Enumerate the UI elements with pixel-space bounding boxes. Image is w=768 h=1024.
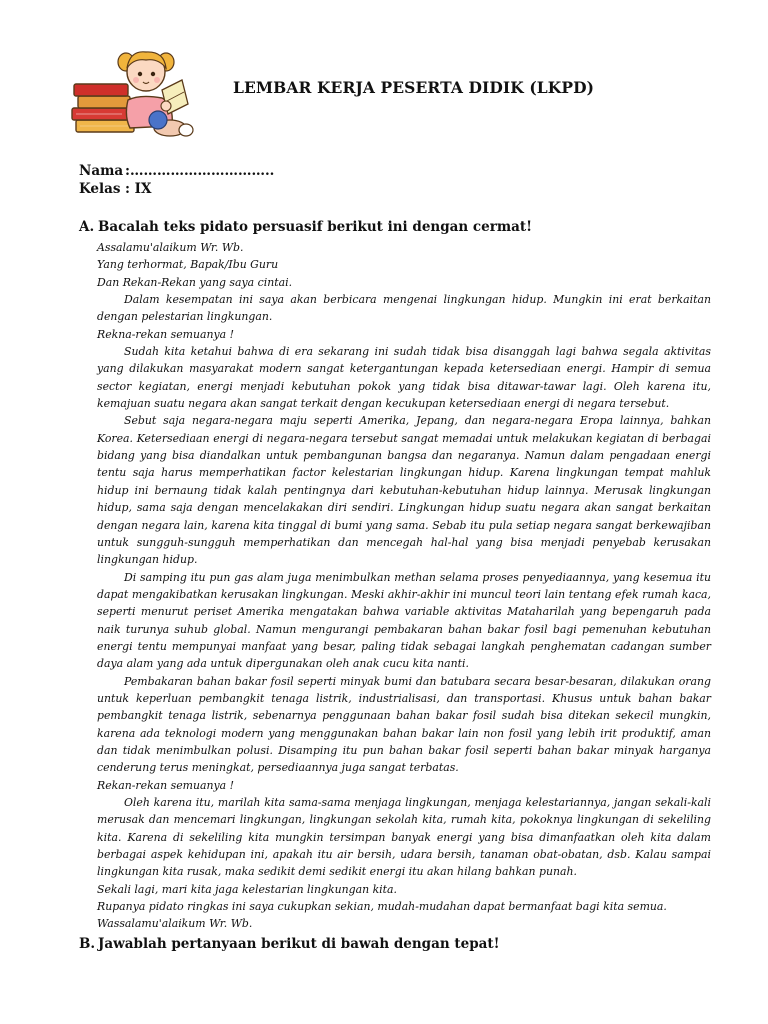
section-a-instruction: Bacalah teks pidato persuasif berikut ini dengan cermat!	[98, 219, 533, 235]
speech-line: Rekna-rekan semuanya !	[97, 327, 235, 341]
speech-paragraph: Pembakaran bahan bakar fosil seperti minyak bumi dan batubara secara besar-besaran, dilakukan orang untuk keperluan pembangkit tenaga listrik, industrialisasi, dan transportasi. Khusus untuk bahan bakar pembangkit tenaga listrik, sebenarnya penggunaan bahan bakar fosil sudah bisa ditekan sekecil mungkin, karena ada teknologi modern yang menggunakan bahan bakar lain non fosil yang lebih irit produktif, aman dan tidak menimbulkan polusi. Disamping itu pun bahan bakar fosil seperti bahan bakar minyak harganya cenderung terus meningkat, persediaannya juga sangat terbatas.	[97, 674, 711, 775]
speech-paragraph: Di samping itu pun gas alam juga menimbulkan methan selama proses penyediaannya, yang kesemua itu dapat mengakibatkan kerusakan lingkungan. Meski akhir-akhir ini muncul teori lain tentang efek rumah kaca, seperti menurut periset Amerika mengatakan bahwa variable aktivitas Mataharilah yang bepengaruh pada naik turunya suhub global. Namun mengurangi pembakaran bahan bakar fosil bagi pemenuhan kebutuhan energi tentu mempunyai manfaat yang besar, paling tidak sebagai langkah penghematan cadangan sumber daya alam yang ada untuk dipergunakan oleh anak cucu kita nanti.	[97, 570, 711, 671]
class-label: Kelas	[79, 181, 121, 197]
speech-line: Yang terhormat, Bapak/Ibu Guru	[97, 258, 279, 272]
speech-paragraph: Sudah kita ketahui bahwa di era sekarang ini sudah tidak bisa disanggah lagi bahwa segala aktivitas yang dilakukan masyarakat modern sangat ketergantungan kepada ketersediaan energi. Hampir di semua sector kegiatan, energi menjadi kebutuhan pokok yang tidak bisa ditawar-tawar lagi. Oleh karena itu, kemajuan suatu negara akan sangat terkait dengan kecukupan ketersediaan energi di negara tersebut.	[97, 345, 711, 411]
class-row	[79, 180, 274, 198]
reading-girl-icon	[118, 52, 193, 136]
speech-paragraph: Dalam kesempatan ini saya akan berbicara mengenai lingkungan hidup. Mungkin ini erat berkaitan dengan pelestarian lingkungan.	[97, 293, 711, 324]
worksheet-title: LEMBAR KERJA PESERTA DIDIK (LKPD)	[233, 78, 595, 97]
speech-line: Sekali lagi, mari kita jaga kelestarian lingkungan kita.	[97, 882, 397, 896]
name-label: Nama	[79, 163, 124, 179]
section-b-heading	[79, 936, 500, 952]
speech-line: Assalamu'alaikum Wr. Wb.	[97, 241, 244, 254]
name-row	[79, 162, 274, 180]
girl-reading-books-illustration	[70, 44, 200, 144]
speech-line: Rekan-rekan semuanya !	[97, 778, 235, 792]
speech-paragraph: Oleh karena itu, marilah kita sama-sama menjaga lingkungan, menjaga kelestariannya, jangan sekali-kali merusak dan mencemari lingkungan, lingkungan sekolah kita, rumah kita, pokoknya lingkungan di sekeliling kita. Karena di sekeliling kita mungkin tersimpan banyak energi yang bisa dimanfaatkan oleh kita dalam berbagai aspek kehidupan ini, apakah itu air bersih, udara bersih, tanaman obat-obatan, dsb. Kalau sampai lingkungan kita rusak, maka sedikit demi sedikit energi itu akan hilang bahkan punah.	[97, 796, 711, 879]
section-b-instruction: Jawablah pertanyaan berikut di bawah dengan tepat!	[98, 936, 500, 952]
class-value: : IX	[125, 181, 152, 197]
section-b-letter: B.	[79, 936, 96, 952]
section-a-letter: A.	[79, 219, 95, 235]
name-value: :…………………………..	[125, 163, 275, 179]
speech-line: Wassalamu'alaikum Wr. Wb.	[97, 917, 253, 931]
persuasive-speech-text	[97, 239, 711, 933]
speech-paragraph: Sebut saja negara-negara maju seperti Amerika, Jepang, dan negara-negara Eropa lainnya, bahkan Korea. Ketersediaan energi di negara-negara tersebut sangat memadai untuk melakukan kegiatan di berbagai bidang yang bisa diandalkan untuk pembangunan bangsa dan negaranya. Namun dalam pengadaan energi tentu saja harus memperhatikan factor kelestarian lingkungan hidup. Karena lingkungan tempat mahluk hidup ini bernaung tidak kalah pentingnya dari kebutuhan-kebutuhan hidup lainnya. Merusak lingkungan hidup, sama saja dengan mencelakakan diri sendiri. Lingkungan hidup suatu negara akan sangat berkaitan dengan negara lain, karena kita tinggal di bumi yang sama. Sebab itu pula setiap negara sangat berkewajiban untuk sungguh-sungguh memperhatikan dan mencegah hal-hal yang bisa menjadi penyebab kerusakan lingkungan hidup.	[97, 414, 711, 567]
student-identity	[79, 162, 274, 198]
book-stack-icon	[72, 84, 134, 132]
speech-line: Dan Rekan-Rekan yang saya cintai.	[97, 275, 293, 289]
section-a-heading	[79, 219, 532, 235]
speech-line: Rupanya pidato ringkas ini saya cukupkan sekian, mudah-mudahan dapat bermanfaat bagi kita semua.	[97, 900, 667, 914]
